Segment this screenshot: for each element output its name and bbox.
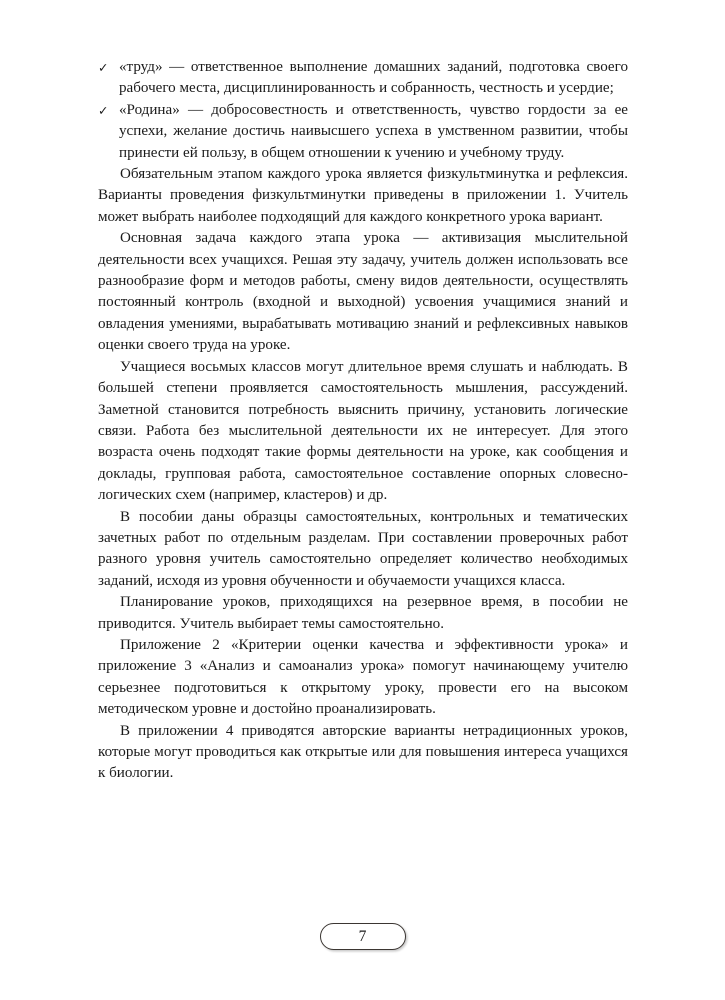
check-icon: ✓: [98, 60, 109, 75]
check-icon: ✓: [98, 102, 109, 118]
body-paragraph: Приложение 2 «Критерии оценки качества и эффективности урока» и приложение 3 «Анализ и самоанализ урока» помогут начинающему учителю серьезнее подготовиться к открытому уроку, провести его на высоком методическом уровне и достойно проанализировать.: [98, 636, 628, 718]
body-paragraph: Планирование уроков, приходящихся на резервное время, в пособии не приводится. Учитель выбирает темы самостоятельно.: [98, 594, 628, 632]
page-content: [98, 57, 628, 785]
page-footer: [0, 923, 725, 950]
page-number-badge: 7: [320, 923, 406, 950]
checklist: [98, 57, 628, 164]
body-paragraph: В пособии даны образцы самостоятельных, контрольных и тематических зачетных работ по отдельным разделам. При составлении проверочных работ разного уровня учитель самостоятельно определяет количество необходимых заданий, исходя из уровня обученности и обучаемости учащихся класса.: [98, 508, 628, 589]
list-item-text: «Родина» — добросовестность и ответственность, чувство гордости за ее успехи, желание достичь наивысшего успеха в умственном развитии, чтобы принести ей пользу, в общем отношении к учению и учебному труду.: [119, 101, 628, 161]
body-paragraph: Учащиеся восьмых классов могут длительное время слушать и наблюдать. В большей степени проявляется самостоятельность мышления, рассуждений. Заметной становится потребность выяснить причину, установить логические связи. Работа без мыслительной деятельности их не интересует. Для этого возраста очень подходят такие формы деятельности на уроке, как сообщения и доклады, групповая работа, самостоятельное составление опорных словесно-логических схем (например, кластеров) и др.: [98, 358, 628, 504]
body-paragraph: Основная задача каждого этапа урока — активизация мыслительной деятельности всех учащихся. Решая эту задачу, учитель должен использовать все разнообразие форм и методов работы, смену видов деятельности, осуществлять постоянный контроль (входной и выходной) усвоения учащимися знаний и овладения умениями, вырабатывать мотивацию знаний и рефлексивных навыков оценки своего труда на уроке.: [98, 230, 628, 354]
body-paragraph: Обязательным этапом каждого урока является физкультминутка и рефлексия. Варианты проведения физкультминутки приведены в приложении 1. Учитель может выбрать наиболее подходящий для каждого конкретного урока вариант.: [98, 166, 628, 225]
body-paragraph: В приложении 4 приводятся авторские варианты нетрадиционных уроков, которые могут проводиться как открытые или для повышения интереса учащихся к биологии.: [98, 722, 628, 782]
list-item-text: «труд» — ответственное выполнение домашних заданий, подготовка своего рабочего места, дисциплинированность и собранность, честность и усердие;: [119, 59, 628, 97]
list-item: [98, 100, 628, 164]
list-item: [98, 57, 628, 100]
